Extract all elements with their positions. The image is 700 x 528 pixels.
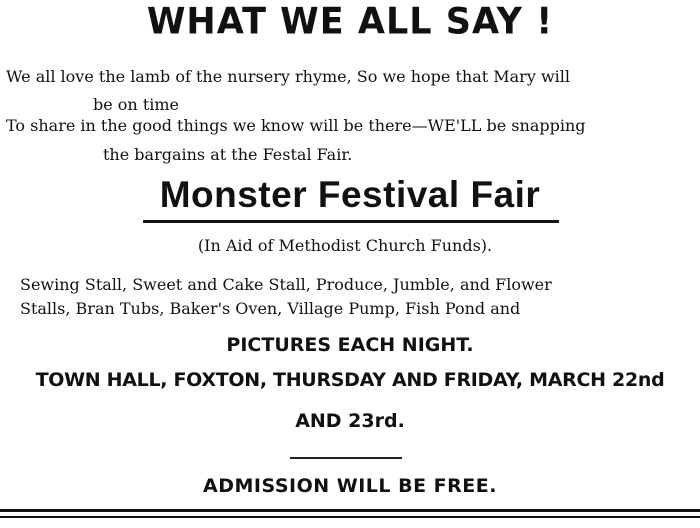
divider (290, 457, 402, 459)
title-underline (143, 220, 559, 223)
bottom-border-rule-2 (0, 516, 700, 518)
verse-line-4: the bargains at the Festal Fair. (103, 145, 353, 164)
admission-line: ADMISSION WILL BE FREE. (203, 475, 497, 497)
aid-line: (In Aid of Methodist Church Funds). (197, 236, 493, 255)
headline: WHAT WE ALL SAY ! (146, 1, 554, 43)
venue-line: TOWN HALL, FOXTON, THURSDAY AND FRIDAY, MARCH 22nd (35, 369, 665, 391)
stalls-line-2: Stalls, Bran Tubs, Baker's Oven, Village Pump, Fish Pond and (20, 299, 521, 318)
verse-line-2: be on time (93, 95, 180, 114)
verse-line-3: To share in the good things we know will be there—WE'LL be snapping (6, 116, 586, 135)
fair-title: Monster Festival Fair (159, 174, 541, 215)
venue-line-2: AND 23rd. (295, 410, 405, 432)
bottom-border-rule (0, 509, 700, 512)
stalls-line-1: Sewing Stall, Sweet and Cake Stall, Produce, Jumble, and Flower (20, 275, 552, 294)
pictures-line: PICTURES EACH NIGHT. (226, 334, 474, 356)
verse-line-1: We all love the lamb of the nursery rhyme, So we hope that Mary will (6, 67, 570, 86)
